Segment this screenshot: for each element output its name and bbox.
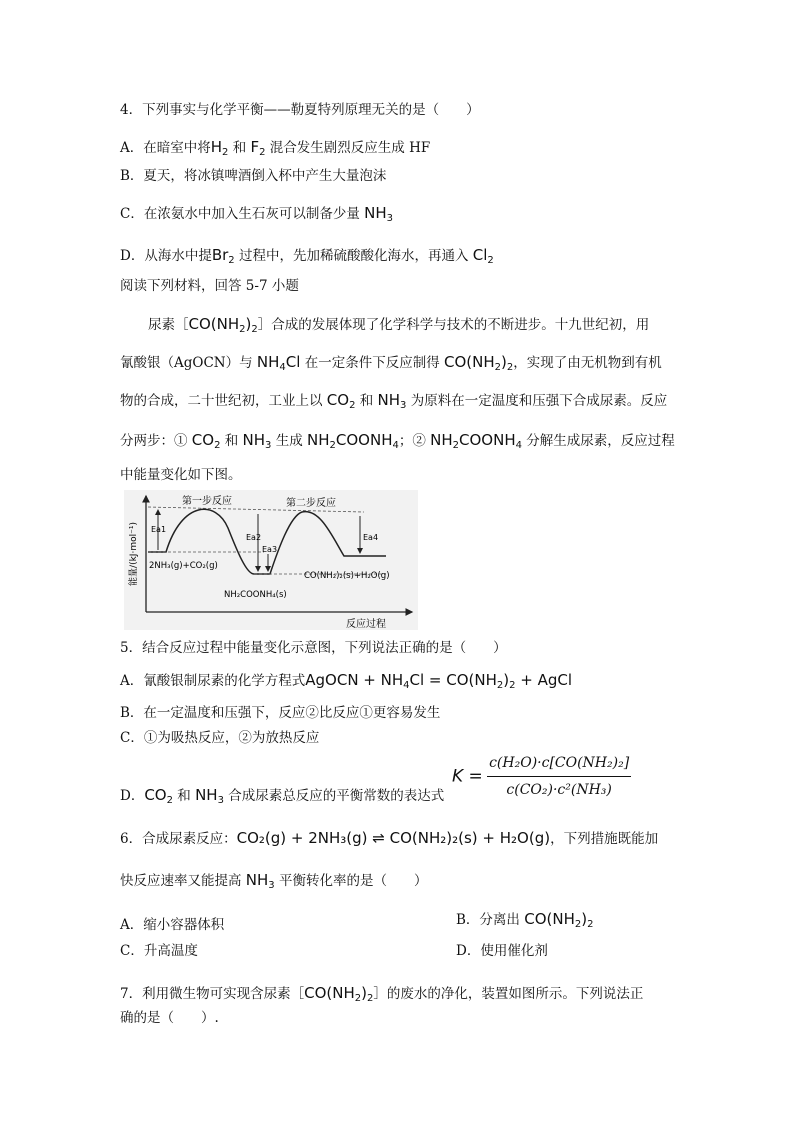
formula-agocn-equation: AgOCN + $NH_4Cl = CO(NH_2)_2$ + AgCl bbox=[305, 671, 573, 691]
ea4-label: Ea4 bbox=[363, 533, 379, 542]
products-label: CO(NH₂)₂(s)+H₂O(g) bbox=[304, 571, 390, 581]
q5-option-a[interactable]: A．氰酸银制尿素的化学方程式AgOCN + $NH_4Cl = CO(NH_2)_2$ + AgCl bbox=[120, 671, 573, 691]
material-line-1: 尿素$[CO(NH_2)_2]$合成的发展体现了化学科学与技术的不断进步。十九世纪初，用 bbox=[148, 315, 650, 335]
q6-option-b[interactable]: B．分离出 $CO(NH_2)_2$ bbox=[456, 910, 594, 930]
q6-option-c[interactable]: C．升高温度 bbox=[120, 943, 198, 959]
y-axis-label: 能量/(kJ·mol⁻¹) bbox=[129, 522, 139, 586]
q4-option-a[interactable] bbox=[120, 137, 430, 163]
q4-c-text: C．在浓氨水中加入生石灰可以制备少量 bbox=[120, 206, 365, 222]
q4-option-c[interactable] bbox=[120, 203, 393, 229]
q5-option-d[interactable]: D．$CO_2$ 和 $NH_3$ 合成尿素总反应的平衡常数的表达式 bbox=[120, 786, 445, 806]
formula-cl2: $Cl_2$ bbox=[472, 246, 494, 266]
q5-option-c[interactable]: C．①为吸热反应，②为放热反应 bbox=[120, 730, 320, 746]
formula-urea: $CO(NH_2)_2$ bbox=[524, 910, 594, 930]
reactants-label: 2NH₃(g)+CO₂(g) bbox=[149, 561, 218, 571]
q4-option-b[interactable]: B．夏天，将冰镇啤酒倒入杯中产生大量泡沫 bbox=[120, 168, 387, 184]
q6-option-a[interactable]: A．缩小容器体积 bbox=[120, 917, 225, 933]
q5-option-b[interactable]: B．在一定温度和压强下，反应②比反应①更容易发生 bbox=[120, 705, 441, 721]
q4-d-text2: 过程中，先加稀硫酸酸化海水，再通入 bbox=[234, 248, 473, 264]
ea2-label: Ea2 bbox=[246, 533, 262, 542]
q6-stem-line-1: 6．合成尿素反应：CO₂(g) + 2NH₃(g) ⇌ CO(NH₂)₂(s) + H₂O(g)，下列措施既能加 bbox=[120, 829, 659, 847]
q4-a-text2: 和 bbox=[228, 140, 251, 156]
formula-nh3: $NH_3$ bbox=[195, 786, 224, 806]
diagram-background bbox=[124, 490, 418, 630]
k-numerator: c(H₂O)·c[CO(NH₂)₂] bbox=[487, 752, 631, 777]
q6-stem-line-2: 快反应速率又能提高 $NH_3$ 平衡转化率的是（ ） bbox=[120, 871, 428, 891]
material-line-3: 物的合成，二十世纪初，工业上以 $CO_2$ 和 $NH_3$ 为原料在一定温度和压强下合成尿素。反应 bbox=[120, 391, 668, 411]
q4-d-text1: D．从海水中提 bbox=[120, 248, 212, 264]
formula-nh3: $NH_3$ bbox=[364, 204, 393, 224]
q4-a-text1: A．在暗室中将 bbox=[120, 140, 211, 156]
step2-label: 第二步反应 bbox=[286, 498, 336, 509]
q7-stem-line-2: 确的是（ ）. bbox=[120, 1010, 219, 1026]
formula-f2: $F_2$ bbox=[250, 138, 266, 158]
ea3-label: Ea3 bbox=[262, 545, 278, 554]
material-line-5: 中能量变化如下图。 bbox=[120, 467, 242, 483]
q4-option-d[interactable] bbox=[120, 245, 494, 271]
q4-stem: 4．下列事实与化学平衡——勒夏特列原理无关的是（ ） bbox=[120, 102, 480, 118]
formula-co2: $CO_2$ bbox=[144, 786, 173, 806]
intermediate-label: NH₂COONH₄(s) bbox=[224, 590, 287, 600]
formula-br2: $Br_2$ bbox=[211, 246, 235, 266]
x-axis-label: 反应过程 bbox=[346, 619, 386, 630]
equilibrium-constant-expression: K = $\frac{\text{c(H₂O)·c[CO(NH₂)₂]}}{\text{c(CO₂)·c²(NH₃)}}$ bbox=[452, 752, 631, 801]
reading-instruction: 阅读下列材料，回答 5-7 小题 bbox=[120, 278, 299, 294]
q7-stem-line-1: 7．利用微生物可实现含尿素$[CO(NH_2)_2]$的废水的净化，装置如图所示。下列说法正 bbox=[120, 984, 644, 1004]
formula-urea-synthesis: CO₂(g) + 2NH₃(g) ⇌ CO(NH₂)₂(s) + H₂O(g) bbox=[236, 829, 551, 847]
q4-a-text3: 混合发生剧烈反应生成 HF bbox=[265, 140, 431, 156]
step1-label: 第一步反应 bbox=[182, 496, 232, 507]
ea1-label: Ea1 bbox=[151, 525, 167, 534]
formula-h2: $H_2$ bbox=[210, 138, 229, 158]
q6-option-d[interactable]: D．使用催化剂 bbox=[456, 943, 548, 959]
energy-diagram bbox=[124, 490, 418, 630]
q5-stem: 5．结合反应过程中能量变化示意图，下列说法正确的是（ ） bbox=[120, 640, 507, 656]
material-line-4: 分两步：① $CO_2$ 和 $NH_3$ 生成 $NH_2COONH_4$；② $NH_2COONH_4$ 分解生成尿素，反应过程 bbox=[120, 431, 675, 451]
k-denominator: c(CO₂)·c²(NH₃) bbox=[506, 782, 612, 798]
material-line-2: 氰酸银（AgOCN）与 $NH_4Cl$ 在一定条件下反应制得 $CO(NH_2)_2$，实现了由无机物到有机 bbox=[120, 353, 662, 373]
